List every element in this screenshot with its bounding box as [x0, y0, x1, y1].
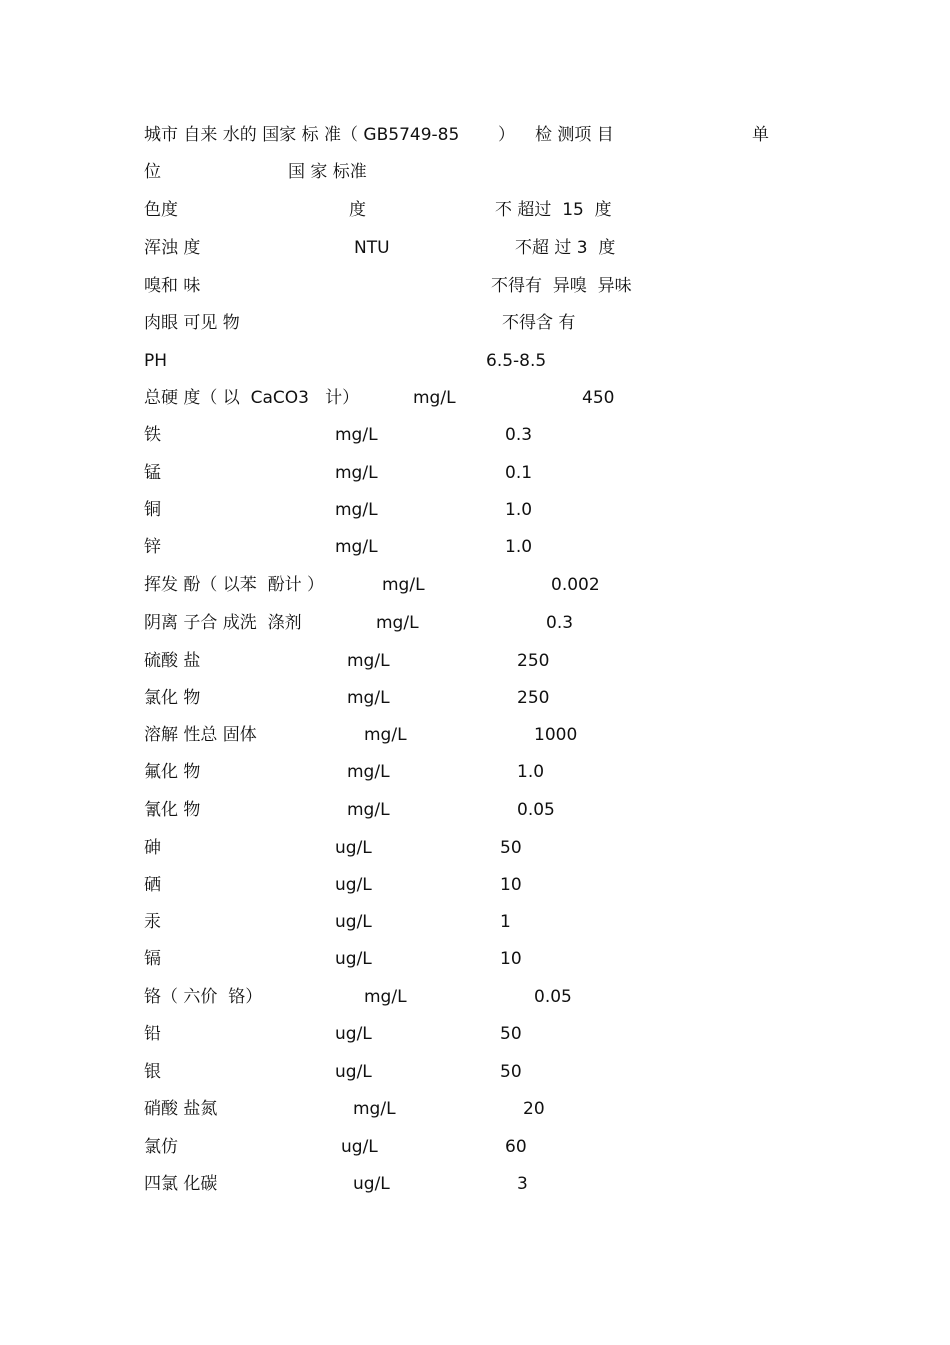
row-name: 溶解 性总 固体 [144, 725, 257, 745]
row-unit: mg/L [353, 1099, 396, 1119]
row-name: 锰 [144, 463, 161, 483]
row-name: 锌 [144, 537, 161, 557]
row-value: 0.05 [517, 800, 555, 820]
row-name: 总硬 度（ 以 CaCO3 计） [144, 388, 360, 408]
row-unit: ug/L [341, 1137, 378, 1157]
row-unit: ug/L [335, 949, 372, 969]
item-column-header: 检 测项 目 [535, 125, 614, 145]
row-value: 20 [523, 1099, 545, 1119]
row-unit: mg/L [335, 463, 378, 483]
row-name: 色度 [144, 200, 178, 220]
row-unit: mg/L [376, 613, 419, 633]
row-name: PH [144, 351, 168, 371]
unit-column-header-end: 位 [144, 162, 161, 182]
row-value: 10 [500, 949, 522, 969]
row-unit: mg/L [347, 800, 390, 820]
row-value: 不得有 异嗅 异味 [491, 276, 632, 296]
row-name: 肉眼 可见 物 [144, 313, 240, 333]
row-name: 铜 [144, 500, 161, 520]
row-name: 硝酸 盐氮 [144, 1099, 218, 1119]
row-value: 250 [517, 651, 550, 671]
row-value: 50 [500, 838, 522, 858]
unit-column-header-start: 单 [752, 125, 769, 145]
row-value: 0.05 [534, 987, 572, 1007]
row-value: 60 [505, 1137, 527, 1157]
row-name: 氰化 物 [144, 800, 201, 820]
row-value: 10 [500, 875, 522, 895]
row-value: 不超 过 3 度 [515, 238, 616, 258]
row-name: 砷 [144, 838, 161, 858]
row-unit: mg/L [364, 725, 407, 745]
row-value: 0.1 [505, 463, 533, 483]
row-value: 250 [517, 688, 550, 708]
row-unit: ug/L [335, 1024, 372, 1044]
row-unit: mg/L [364, 987, 407, 1007]
row-value: 0.002 [551, 575, 600, 595]
row-name: 汞 [144, 912, 161, 932]
doc-title: 城市 自来 水的 国家 标 准（ GB5749-85 [144, 125, 460, 145]
row-value: 6.5-8.5 [486, 351, 547, 371]
row-value: 1.0 [505, 500, 533, 520]
row-value: 50 [500, 1062, 522, 1082]
title-close-paren: ） [498, 125, 515, 145]
row-name: 氟化 物 [144, 762, 201, 782]
row-value: 1.0 [517, 762, 545, 782]
row-name: 银 [144, 1062, 161, 1082]
row-value: 3 [517, 1174, 528, 1194]
row-name: 挥发 酚（ 以苯 酚计 ） [144, 575, 325, 595]
row-value: 0.3 [505, 425, 533, 445]
row-name: 阴离 子合 成洗 涤剂 [144, 613, 302, 633]
row-name: 硫酸 盐 [144, 651, 201, 671]
row-name: 浑浊 度 [144, 238, 201, 258]
row-name: 铁 [144, 425, 161, 445]
row-unit: mg/L [347, 651, 390, 671]
row-unit: mg/L [347, 762, 390, 782]
row-unit: mg/L [335, 537, 378, 557]
row-unit: mg/L [335, 500, 378, 520]
row-unit: ug/L [335, 875, 372, 895]
row-unit: ug/L [335, 1062, 372, 1082]
row-name: 氯仿 [144, 1137, 178, 1157]
row-unit: mg/L [413, 388, 456, 408]
row-name: 四氯 化碳 [144, 1174, 218, 1194]
row-unit: mg/L [347, 688, 390, 708]
row-name: 氯化 物 [144, 688, 201, 708]
row-unit: ug/L [353, 1174, 390, 1194]
row-unit: mg/L [335, 425, 378, 445]
row-unit: ug/L [335, 912, 372, 932]
row-value: 450 [582, 388, 615, 408]
row-name: 镉 [144, 949, 161, 969]
row-value: 50 [500, 1024, 522, 1044]
row-value: 1 [500, 912, 511, 932]
standard-column-header: 国 家 标准 [288, 162, 367, 182]
row-unit: NTU [354, 238, 390, 258]
row-value: 1.0 [505, 537, 533, 557]
row-name: 硒 [144, 875, 161, 895]
row-value: 不 超过 15 度 [495, 200, 612, 220]
row-unit: 度 [349, 200, 366, 220]
row-value: 不得含 有 [502, 313, 576, 333]
row-unit: ug/L [335, 838, 372, 858]
row-name: 铅 [144, 1024, 161, 1044]
row-unit: mg/L [382, 575, 425, 595]
row-name: 铬（ 六价 铬） [144, 987, 263, 1007]
row-name: 嗅和 味 [144, 276, 201, 296]
row-value: 1000 [534, 725, 578, 745]
row-value: 0.3 [546, 613, 574, 633]
